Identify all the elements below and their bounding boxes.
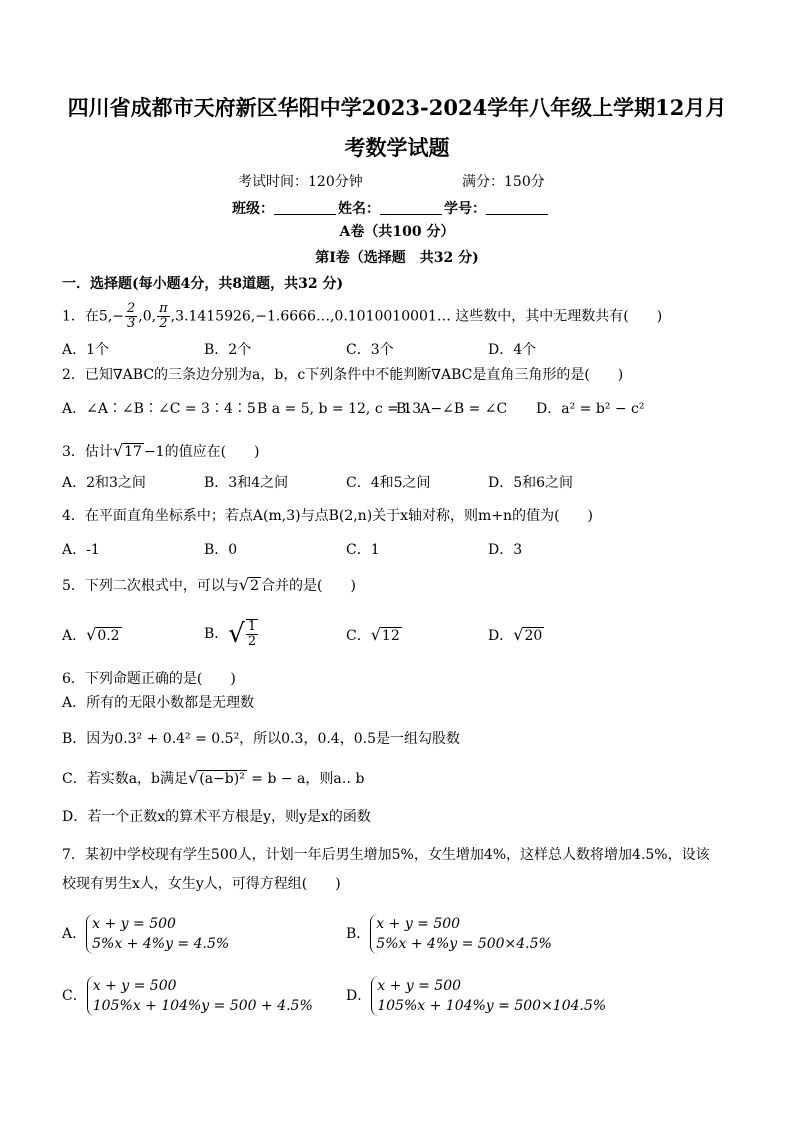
q2-option-b-second[interactable]: B．A−∠B = ∠C [396,401,508,417]
question-5-stem [62,575,356,596]
q1-fraction-pi-2: $\frac{\pi}{2}$ [159,301,168,331]
class-label: 班级： [232,201,274,217]
q6-option-c[interactable]: C．若实数a，b满足√(a−b)² = b − a，则a‥ b [62,768,365,787]
radical-sign-icon: √ [513,625,524,644]
q4-option-b[interactable]: B．0 [204,542,238,558]
equation-system-brace: x + y = 500 5%x + 4%y = 4.5% [86,914,229,954]
name-label: 姓名： [338,201,380,217]
exam-title-line2: 考数学试题 [344,135,450,160]
q5-option-b[interactable]: B．√ $\frac{1}{2}$ [204,619,257,649]
q3-option-d[interactable]: D．5和6之间 [488,475,574,491]
q1-text-pre: 1．在5,− [62,308,124,325]
question-6-stem: 6．下列命题正确的是( ) [62,671,236,687]
name-blank[interactable] [380,200,442,215]
q6-option-d[interactable]: D．若一个正数x的算术平方根是y，则y是x的函数 [62,809,371,825]
q3-text-pre: 3．估计 [62,444,113,460]
q5-option-a[interactable]: A．√0.2 [62,625,120,644]
radical-sign-icon: √ [238,575,250,594]
question-7-stem-line2: 校现有男生x人，女生y人，可得方程组( ) [62,876,341,892]
q1-option-a[interactable]: A．1个 [62,342,110,358]
radical-sign-icon: √ [188,768,199,787]
question-3-stem [62,441,260,462]
q7-option-c[interactable]: C． x + y = 500 105%x + 104%y = 500 + 4.5% [62,978,313,1014]
exam-title-line1: 四川省成都市天府新区华阳中学2023-2024学年八年级上学期12月月 [67,95,727,120]
question-2-stem: 2．已知∇ABC的三条边分别为a，b，c下列条件中不能判断∇ABC是直角三角形的是( ) [62,367,624,383]
radical-sign-icon: √ [112,441,124,460]
question-1-stem [62,302,662,331]
q5-text-post: 合并的是( ) [261,578,356,594]
volume-a-heading: A卷（共100 分） [339,224,455,240]
q1-text-post: ,3.1415926,−1.6666…,0.1010010001… 这些数中，其中无理数共有( ) [170,308,663,325]
equation-system-brace: x + y = 500 5%x + 4%y = 500×4.5% [370,914,552,954]
q3-radicand: 17 [124,444,142,460]
question-7-stem-line1: 7．某初中学校现有学生500人，计划一年后男生增加5%，女生增加4%，这样总人数将增加4.5%，设该 [62,847,710,863]
q1-option-d[interactable]: D．4个 [488,342,537,358]
question-4-stem: 4．在平面直角坐标系中；若点A(m,3)与点B(2,n)关于x轴对称，则m+n的值为( ) [62,508,594,524]
exam-time: 考试时间：120分钟 [238,174,363,190]
q7-option-b[interactable]: B． x + y = 500 5%x + 4%y = 500×4.5% [346,916,552,952]
id-blank[interactable] [486,200,548,215]
part-one-heading: 第I卷（选择题 共32 分) [315,250,479,266]
radical-sign-icon: √ [228,619,245,649]
q6-option-a[interactable]: A．所有的无限小数都是无理数 [62,695,255,711]
class-blank[interactable] [274,200,336,215]
q1-option-b[interactable]: B．2个 [204,342,252,358]
q5-option-c[interactable]: C．√12 [346,625,400,644]
q5-text-pre: 5．下列二次根式中，可以与 [62,578,239,594]
q2-option-b-first[interactable]: B a = 5, b = 12, c = 13 [257,401,422,417]
q7-option-d[interactable]: D． x + y = 500 105%x + 104%y = 500×104.5% [346,978,607,1014]
q1-option-c[interactable]: C．3个 [346,342,394,358]
q2-option-d[interactable]: D．a² = b² − c² [536,401,645,417]
q4-option-a[interactable]: A．-1 [62,542,100,558]
radical-sign-icon: √ [86,625,97,644]
radical-sign-icon: √ [370,625,381,644]
q1-fraction-2-3: $\frac{2}{3}$ [127,301,136,331]
q7-option-a[interactable]: A． x + y = 500 5%x + 4%y = 4.5% [62,916,230,952]
q1-text-mid: ,0, [138,308,157,325]
q3-option-b[interactable]: B．3和4之间 [204,475,289,491]
q4-option-c[interactable]: C．1 [346,542,380,558]
q2-option-a[interactable]: A．∠A∶∠B∶∠C = 3∶4∶5 [62,401,256,417]
section-one-heading: 一．选择题(每小题4分，共8道题，共32 分) [62,276,344,292]
q4-option-d[interactable]: D．3 [488,542,523,558]
equation-system-brace: x + y = 500 105%x + 104%y = 500×104.5% [371,976,606,1016]
q5-option-d[interactable]: D．√20 [488,625,543,644]
q5-b-fraction: $\frac{1}{2}$ [247,619,257,649]
equation-system-brace: x + y = 500 105%x + 104%y = 500 + 4.5% [87,976,313,1016]
q6-option-b[interactable]: B．因为0.3² + 0.4² = 0.5²，所以0.3，0.4，0.5是一组勾股数 [62,731,460,747]
full-score: 满分：150分 [462,174,545,190]
student-info-line [232,199,550,219]
q5-radicand: 2 [250,578,260,594]
q3-option-a[interactable]: A．2和3之间 [62,475,146,491]
q3-option-c[interactable]: C．4和5之间 [346,475,431,491]
id-label: 学号： [444,201,486,217]
q3-text-post: −1的值应在( ) [143,444,260,460]
